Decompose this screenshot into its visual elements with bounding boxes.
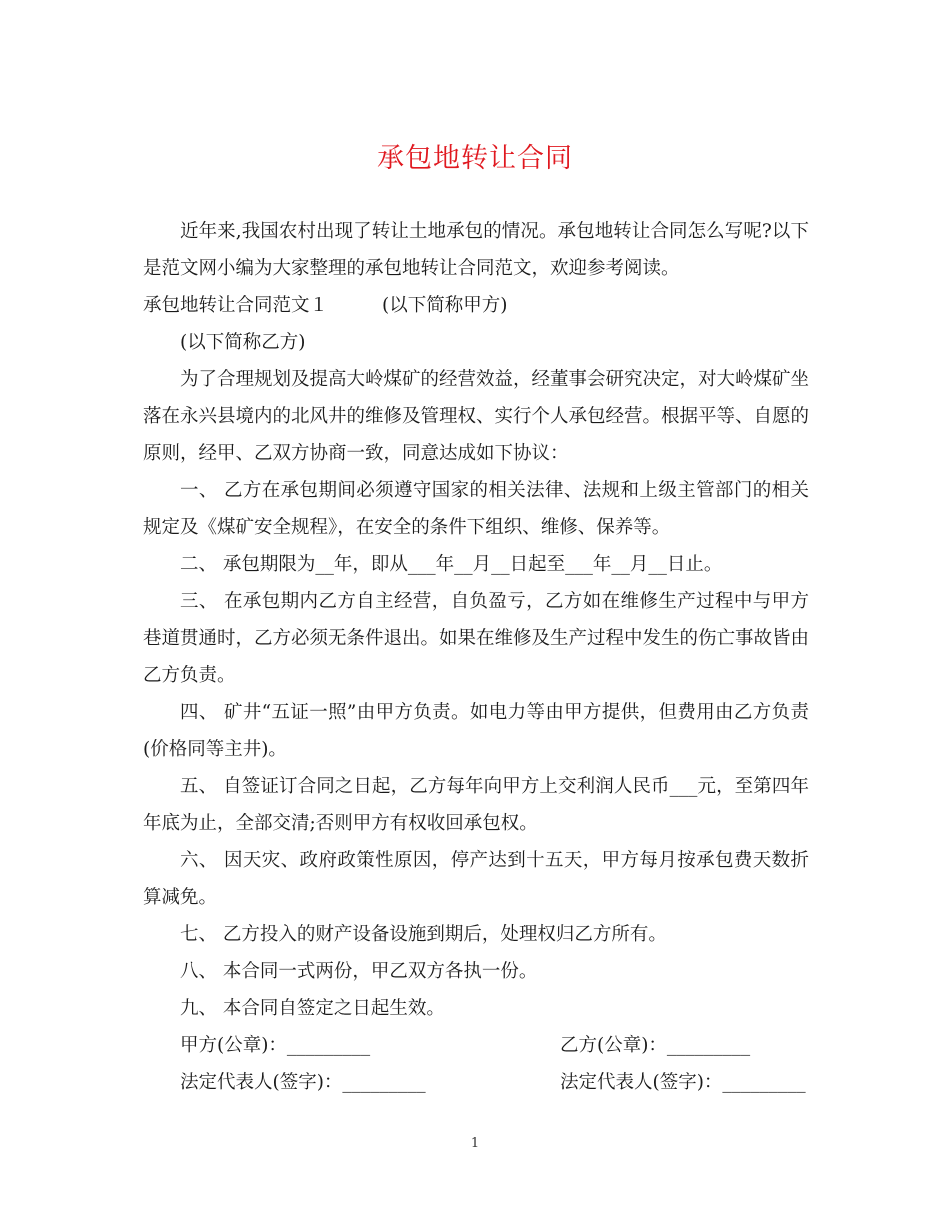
- clause-5: 五、 自签证订合同之日起，乙方每年向甲方上交利润人民币___元，至第四年年底为止，全部交清;否则甲方有权收回承包权。: [143, 776, 809, 834]
- document-title: 承包地转让合同: [377, 143, 573, 174]
- party-a-rep-line: 法定代表人(签字)：_________: [180, 1072, 426, 1093]
- party-a-note: (以下简称甲方): [382, 295, 508, 316]
- party-a-seal-line: 甲方(公章)：_________: [180, 1035, 371, 1056]
- clause-3: 三、 在承包期内乙方自主经营，自负盈亏，乙方如在维修生产过程中与甲方巷道贯通时，乙方必须无条件退出。如果在维修及生产过程中发生的伤亡事故皆由乙方负责。: [143, 591, 810, 686]
- party-b-seal-line: 乙方(公章)：_________: [560, 1035, 751, 1056]
- party-b-rep-line: 法定代表人(签字)：_________: [560, 1072, 806, 1093]
- clause-6: 六、 因天灾、政府政策性原因，停产达到十五天，甲方每月按承包费天数折算减免。: [143, 850, 809, 908]
- page-number: 1: [470, 1136, 480, 1151]
- clause-1: 一、 乙方在承包期间必须遵守国家的相关法律、法规和上级主管部门的相关规定及《煤矿安全规程》，在安全的条件下组织、维修、保养等。: [143, 480, 809, 538]
- clause-8: 八、 本合同一式两份，甲乙双方各执一份。: [180, 961, 538, 982]
- clause-9: 九、 本合同自签定之日起生效。: [180, 998, 445, 1019]
- clause-2: 二、 承包期限为__年，即从___年__月__日起至___年__月__日止。: [180, 554, 723, 575]
- sample-heading: 承包地转让合同范文１: [143, 295, 329, 316]
- signature-row-rep: [143, 1064, 809, 1101]
- party-b-note: (以下简称乙方): [180, 332, 306, 353]
- intro-paragraph: 近年来,我国农村出现了转让土地承包的情况。承包地转让合同怎么写呢?以下是范文网小编为大家整理的承包地转让合同范文，欢迎参考阅读。: [143, 221, 809, 279]
- document-body: [143, 213, 809, 1101]
- clause-7: 七、 乙方投入的财产设备设施到期后，处理权归乙方所有。: [180, 924, 667, 945]
- signature-block: [143, 1027, 809, 1101]
- signature-row-seal: [143, 1027, 809, 1064]
- clause-4: 四、 矿井“五证一照”由甲方负责。如电力等由甲方提供，但费用由乙方负责(价格同等主井)。: [143, 702, 809, 760]
- sample-heading-line: [143, 287, 809, 324]
- preamble-paragraph: 为了合理规划及提高大岭煤矿的经营效益，经董事会研究决定，对大岭煤矿坐落在永兴县境内的北风井的维修及管理权、实行个人承包经营。根据平等、自愿的原则，经甲、乙双方协商一致，同意达成如下协议：: [143, 369, 810, 464]
